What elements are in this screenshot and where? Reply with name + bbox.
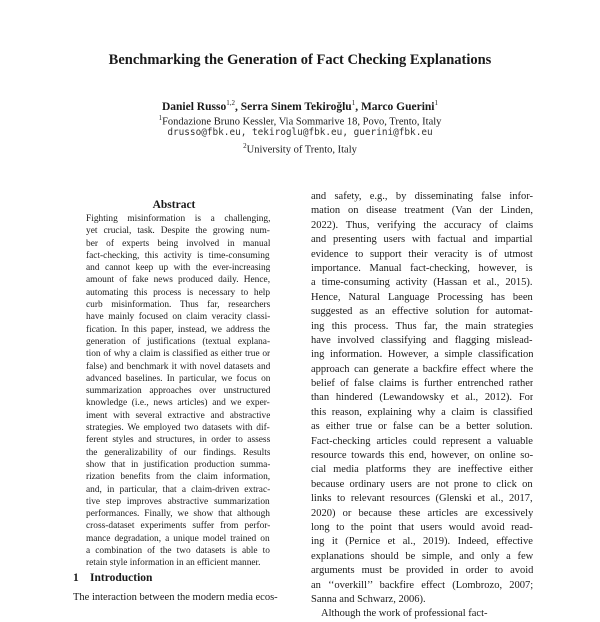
author-affiliation-mark: 1 <box>434 99 439 107</box>
author-emails: drusso@fbk.eu, tekiroglu@fbk.eu, guerini@fbk.eu <box>167 127 433 138</box>
paragraph-line: cial media platforms they are ineffective either <box>311 464 533 476</box>
paragraph-line: resource towards this end, however, on online so- <box>311 450 533 462</box>
paragraph-line: Hence, Natural Language Processing has been <box>311 291 533 303</box>
abstract-line: the generalizability of our findings. Results <box>86 447 270 458</box>
author-affiliation-mark: 1,2 <box>226 99 235 107</box>
abstract-line: retain style information in an efficient manner. <box>86 558 261 569</box>
abstract-line: tive step improves abstractive summarization <box>86 496 270 507</box>
abstract-line: show that in justification production summa- <box>86 459 270 470</box>
abstract-line: tion of why a claim is classified as either true or <box>86 349 270 360</box>
abstract-line: and, in particular, that a claim-driven extrac- <box>86 484 270 495</box>
affiliation-text: University of Trento, Italy <box>246 144 357 156</box>
author-affiliation-mark: 1 <box>351 99 356 107</box>
abstract-line: amount of fake news produced daily. Hence, <box>86 275 270 286</box>
paragraph-line: suggested as an effective solution for automat- <box>311 306 533 318</box>
paragraph-line: because ordinary users are not prone to click on <box>311 478 533 490</box>
abstract-line: Fighting misinformation is a challenging, <box>86 214 270 224</box>
abstract-line: iment with several extractive and abstractive <box>86 410 270 421</box>
abstract-line: false) and benchmark it with novel datasets and <box>86 361 270 372</box>
abstract-line: curb misinformation. Thus far, researchers <box>86 300 270 311</box>
abstract-line: ferent styles and structures, in order to assess <box>86 435 270 446</box>
paragraph-line: importance. Manual fact-checking, however, is <box>311 262 533 274</box>
section-heading-introduction <box>73 571 152 585</box>
paragraph-line: an ‘‘overkill’’ backfire effect (Lombrozo, 2007; <box>311 579 533 591</box>
affiliation-mark: 1 <box>158 114 163 122</box>
paragraph-line: this reason, explaining why a claim is classified <box>311 406 533 418</box>
abstract-line: summarization approaches over unstructured <box>86 386 270 397</box>
paragraph-line: evidence to support their veracity is of utmost <box>311 248 533 260</box>
abstract-line: performances. Finally, we show that although <box>86 509 270 520</box>
abstract-line: rization benefits from the claim information, <box>86 472 270 483</box>
affiliation-text: Fondazione Bruno Kessler, Via Sommarive 18, Povo, Trento, Italy <box>162 116 442 128</box>
abstract-heading: Abstract <box>152 199 196 211</box>
paragraph-line: have involved classifying and flagging mislead- <box>311 334 533 346</box>
abstract-line: and cannot keep up with the ever-increasing <box>86 263 270 274</box>
abstract-line: automating this process is necessary to help <box>86 287 270 298</box>
paragraph-line: approach can generate a backfire effect where the <box>311 363 533 375</box>
paragraph-line: ing it (Pernice et al., 2019). Indeed, effective <box>311 536 533 548</box>
abstract-line: mance degradation, a unique model trained on <box>86 533 270 544</box>
author-name: Daniel Russo <box>161 100 227 113</box>
paragraph-line: Fact-checking articles could represent a valuable <box>311 435 533 447</box>
paper-title: Benchmarking the Generation of Fact Checking Explanations <box>108 52 492 68</box>
paragraph-line: and safety, e.g., by disseminating false infor- <box>311 191 533 202</box>
paragraph-line: long to the point that users would avoid read- <box>311 521 533 533</box>
abstract-line: a combination of the two datasets is able to <box>86 546 270 557</box>
paragraph-line: mation on disease treatment (Van der Linden, <box>311 205 533 217</box>
paragraph-line: Sanna and Schwarz, 2006). <box>311 593 426 605</box>
paragraph-line: a time-consuming activity (Hassan et al., 2015). <box>311 277 533 289</box>
section-title: Introduction <box>90 572 153 584</box>
abstract-line: ber of experts being involved in manual <box>86 238 270 249</box>
section-number: 1 <box>73 572 79 584</box>
abstract-line: advanced baselines. In particular, we focus on <box>86 373 270 384</box>
paragraph-line: explanations should be simple, and only a few <box>311 550 533 562</box>
abstract-body <box>86 213 270 570</box>
introduction-first-line: The interaction between the modern media ecos- <box>73 592 278 600</box>
paragraph-line: arguments must be provided in order to avoid <box>311 565 533 577</box>
paragraph-line: 2022). Thus, verifying the accuracy of claims <box>311 219 533 231</box>
affiliation-2 <box>0 140 600 157</box>
paragraph-line: as either true or false can be a better solution. <box>311 421 533 433</box>
paragraph-line: Although the work of professional fact- <box>321 608 488 620</box>
paragraph-line: 2020) or because these articles are excessively <box>311 507 533 519</box>
abstract-line: generation of justifications (textual explana- <box>86 336 270 347</box>
affiliation-mark: 2 <box>243 142 247 150</box>
author-name: Serra Sinem Tekiroğlu <box>240 100 352 113</box>
abstract-line: have mainly focused on claim veracity classi- <box>86 312 270 323</box>
paragraph-line: and presenting users with factual and impartial <box>311 234 533 246</box>
right-column-text <box>311 190 533 622</box>
author-separator: , <box>234 100 241 113</box>
paragraph-line: belief of false claims is further entrenched rather <box>311 378 533 390</box>
author-name: Marco Guerini <box>360 100 435 113</box>
paragraph-line: than hindered (Lewandowsky et al., 2012). For <box>311 392 533 404</box>
abstract-line: fication. In this paper, instead, we address the <box>86 324 270 335</box>
author-separator: , <box>355 100 361 113</box>
abstract-line: cross-dataset experiments suffer from perfor- <box>86 521 270 532</box>
paragraph-line: ing information. However, a simple classification <box>311 349 533 361</box>
abstract-line: fact-checking, this activity is time-consuming <box>86 250 270 261</box>
abstract-line: strategies. We employed two datasets with dif- <box>86 423 270 434</box>
abstract-line: knowledge (i.e., news articles) and we exper- <box>86 398 270 409</box>
paragraph-line: links to relevant resources (Glenski et al., 2017, <box>311 493 533 505</box>
paragraph-line: ing this process. Thus far, the main strategies <box>311 320 533 332</box>
abstract-line: yet crucial, task. Despite the growing num- <box>86 226 270 237</box>
